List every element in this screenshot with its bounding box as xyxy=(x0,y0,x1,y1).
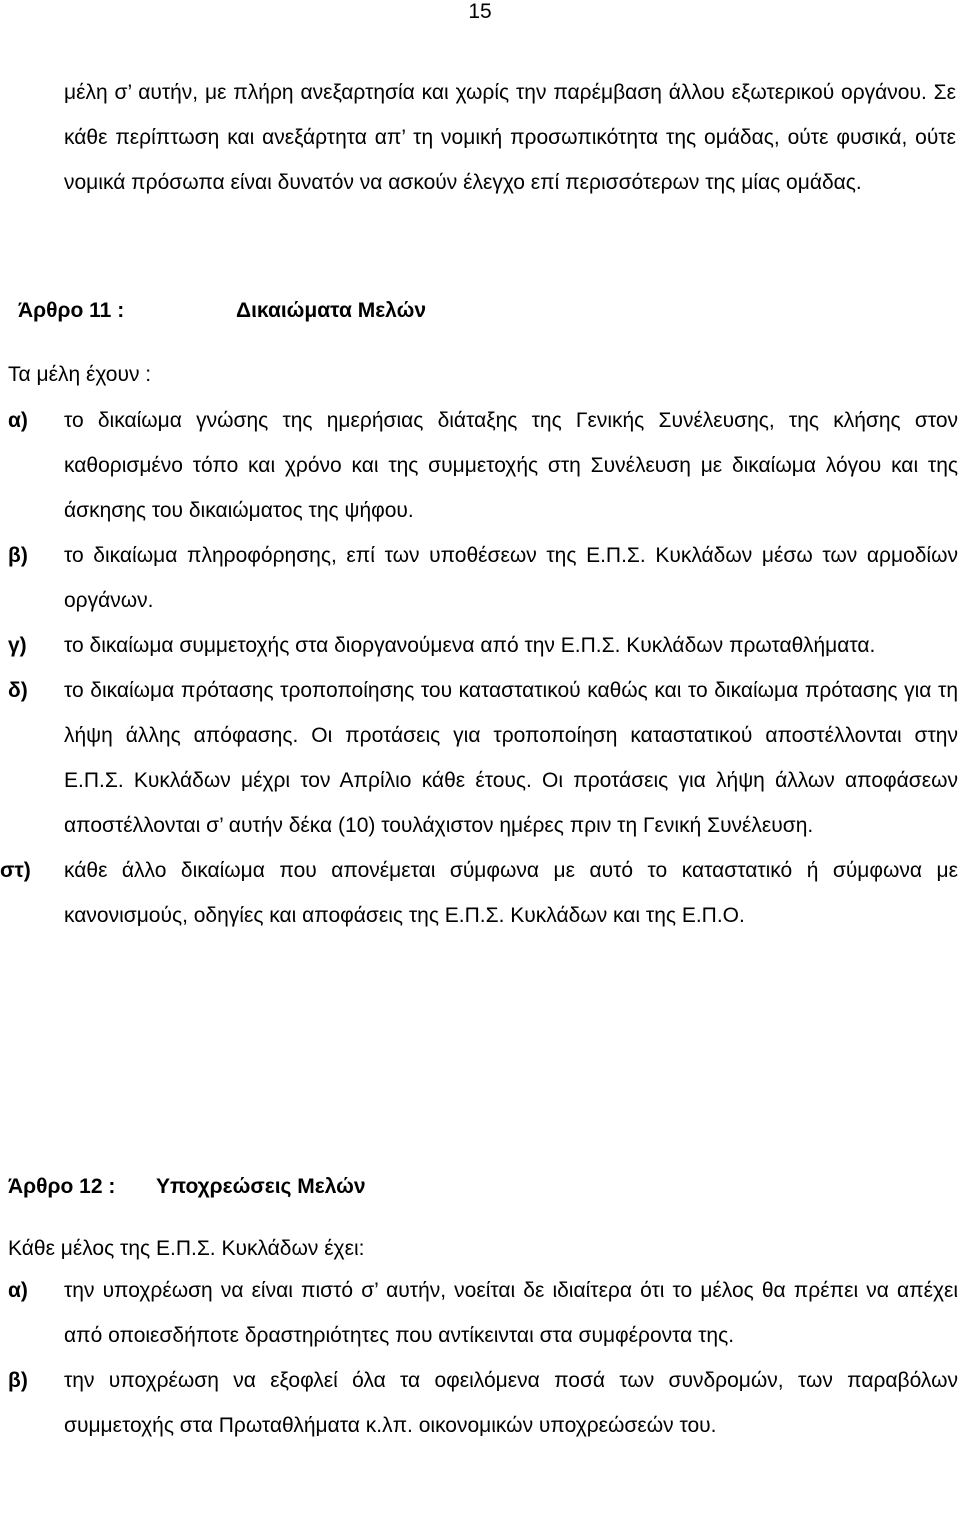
list-item xyxy=(8,1268,958,1358)
list-item xyxy=(8,623,958,668)
item-text: το δικαίωμα συμμετοχής στα διοργανούμενα από την Ε.Π.Σ. Κυκλάδων πρωταθλήματα. xyxy=(64,634,876,657)
article-12-label: Άρθρο 12 : xyxy=(8,1175,116,1198)
article-11-list xyxy=(0,398,958,938)
article-11-intro: Τα μέλη έχουν : xyxy=(8,363,152,386)
item-marker: β) xyxy=(8,544,28,567)
list-item xyxy=(8,668,958,848)
item-text: κάθε άλλο δικαίωμα που απονέμεται σύμφωνα με αυτό το καταστατικό ή σύμφωνα με κανονισμούς, οδηγίες και αποφάσεις της Ε.Π.Σ. Κυκλάδων και της Ε.Π.Ο. xyxy=(64,859,958,927)
item-text: το δικαίωμα γνώσης της ημερήσιας διάταξης της Γενικής Συνέλευσης, της κλήσης στον καθορισμένο τόπο και χρόνο και της συμμετοχής στη Συνέλευση με δικαίωμα λόγου και της άσκησης του δικαιώματος της ψήφου. xyxy=(64,409,958,522)
list-item xyxy=(8,398,958,533)
item-marker: α) xyxy=(8,409,28,432)
item-text: το δικαίωμα πρότασης τροποποίησης του καταστατικού καθώς και το δικαίωμα πρότασης για τη λήψη άλλης απόφασης. Οι προτάσεις για τροποποίηση καταστατικού αποστέλλονται στην Ε.Π.Σ. Κυκλάδων μέχρι τον Απρίλιο κάθε έτους. Οι προτάσεις για λήψη άλλων αποφάσεων αποστέλλονται σ’ αυτήν δέκα (10) τουλάχιστον ημέρες πριν τη Γενική Συνέλευση. xyxy=(64,679,958,837)
item-marker: στ) xyxy=(0,859,31,882)
article-12-title: Υποχρεώσεις Μελών xyxy=(156,1175,366,1198)
item-marker: γ) xyxy=(8,634,27,657)
list-item xyxy=(8,533,958,623)
list-item xyxy=(8,1358,958,1448)
item-marker: α) xyxy=(8,1279,28,1302)
article-12-intro: Κάθε μέλος της Ε.Π.Σ. Κυκλάδων έχει: xyxy=(8,1237,365,1260)
article-11-title: Δικαιώματα Μελών xyxy=(236,299,427,322)
list-item xyxy=(0,848,958,938)
item-marker: β) xyxy=(8,1369,28,1392)
item-marker: δ) xyxy=(8,679,28,702)
item-text: το δικαίωμα πληροφόρησης, επί των υποθέσεων της Ε.Π.Σ. Κυκλάδων μέσω των αρμοδίων οργάνων. xyxy=(64,544,958,612)
item-text: την υποχρέωση να εξοφλεί όλα τα οφειλόμενα ποσά των συνδρομών, των παραβόλων συμμετοχής στα Πρωταθλήματα κ.λπ. οικονομικών υποχρεώσεών του. xyxy=(64,1369,958,1437)
article-12-list xyxy=(8,1268,958,1448)
page-number: 15 xyxy=(468,0,492,23)
item-text: την υποχρέωση να είναι πιστό σ’ αυτήν, νοείται δε ιδιαίτερα ότι το μέλος θα πρέπει να απέχει από οποιεσδήποτε δραστηριότητες που αντίκεινται στα συμφέροντα της. xyxy=(64,1279,958,1347)
article-11-label: Άρθρο 11 : xyxy=(18,299,125,322)
intro-paragraph: μέλη σ’ αυτήν, με πλήρη ανεξαρτησία και χωρίς την παρέμβαση άλλου εξωτερικού οργάνου. Σε κάθε περίπτωση και ανεξάρτητα απ’ τη νομική προσωπικότητα της ομάδας, ούτε φυσικά, ούτε νομικά πρόσωπα είναι δυνατόν να ασκούν έλεγχο επί περισσότερων της μίας ομάδας. xyxy=(64,81,956,194)
